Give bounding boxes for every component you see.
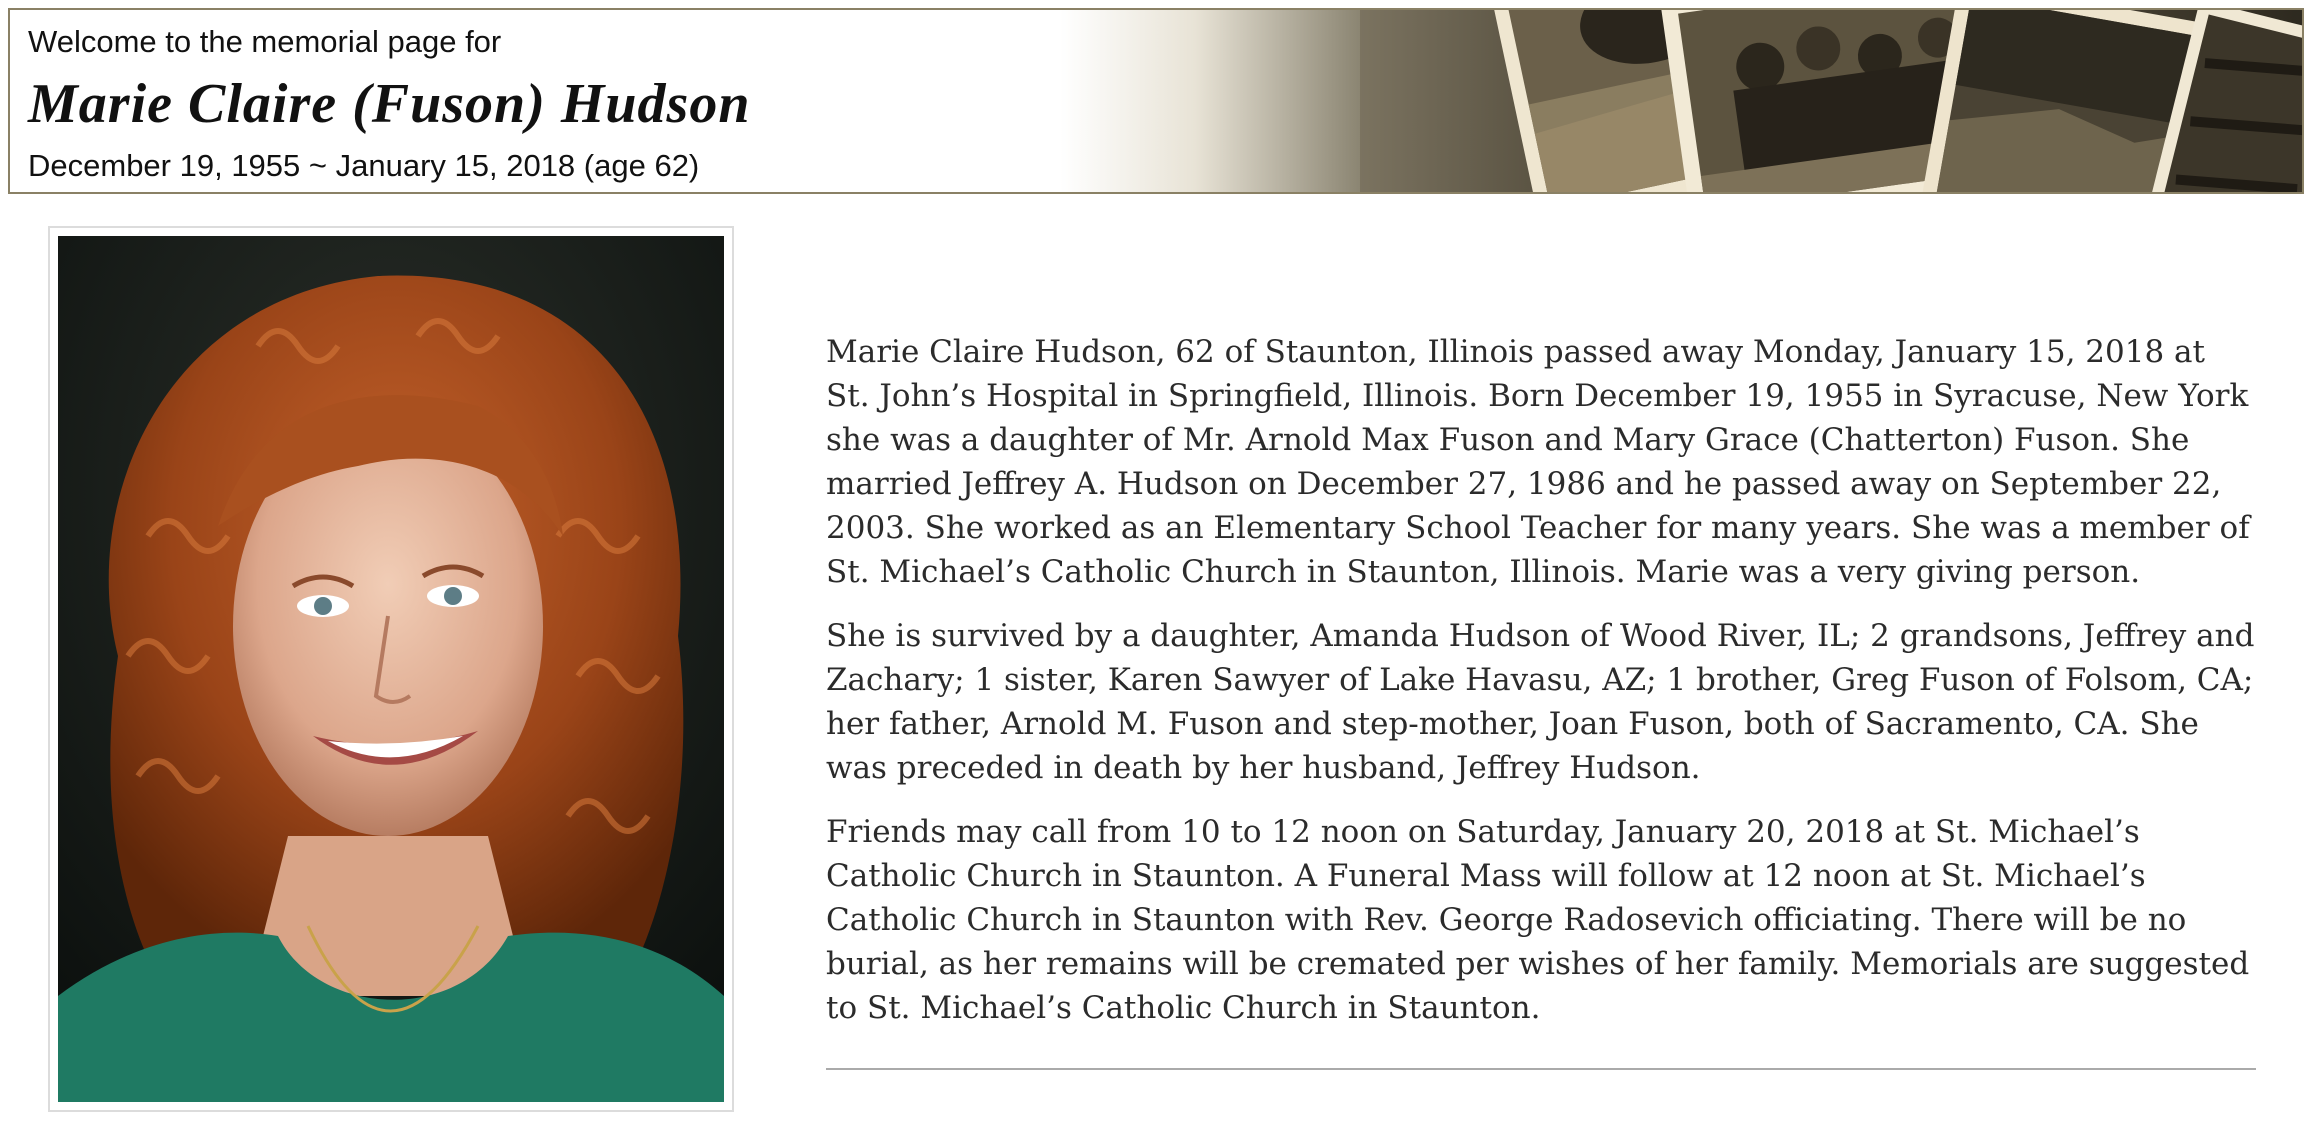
portrait-photo [58, 236, 724, 1102]
section-divider [826, 1068, 2256, 1070]
memorial-header-banner [8, 8, 2304, 194]
vintage-photo-collage [1060, 10, 2304, 192]
obituary-text [826, 330, 2256, 1050]
collage-photos [1060, 10, 2304, 192]
deceased-name: Marie Claire (Fuson) Hudson [28, 73, 751, 135]
life-dates: December 19, 1955 ~ January 15, 2018 (age 62) [28, 148, 700, 183]
obituary-paragraph-biography: Marie Claire Hudson, 62 of Staunton, Illinois passed away Monday, January 15, 2018 at St. John’s Hospital in Springfield, Illinois. Born December 19, 1955 in Syracuse, New York she was a daughter of Mr. Arnold Max Fuson and Mary Grace (Chatterton) Fuson. She married Jeffrey A. Hudson on December 27, 1986 and he passed away on September 22, 2003. She worked as an Elementary School Teacher for many years. She was a member of St. Michael’s Catholic Church in Staunton, Illinois. Marie was a very giving person. [826, 334, 2250, 590]
welcome-text: Welcome to the memorial page for [28, 24, 502, 59]
obituary-paragraph-services: Friends may call from 10 to 12 noon on Saturday, January 20, 2018 at St. Michael’s Catholic Church in Staunton. A Funeral Mass will follow at 12 noon at St. Michael’s Catholic Church in Staunton with Rev. George Radosevich officiating. There will be no burial, as her remains will be cremated per wishes of her family. Memorials are suggested to St. Michael’s Catholic Church in Staunton. [826, 814, 2250, 1026]
portrait-image [58, 236, 724, 1102]
obituary-paragraph-survivors: She is survived by a daughter, Amanda Hudson of Wood River, IL; 2 grandsons, Jeffrey and Zachary; 1 sister, Karen Sawyer of Lake Havasu, AZ; 1 brother, Greg Fuson of Folsom, CA; her father, Arnold M. Fuson and step-mother, Joan Fuson, both of Sacramento, CA. She was preceded in death by her husband, Jeffrey Hudson. [826, 618, 2255, 786]
portrait-photo-frame [48, 226, 734, 1112]
